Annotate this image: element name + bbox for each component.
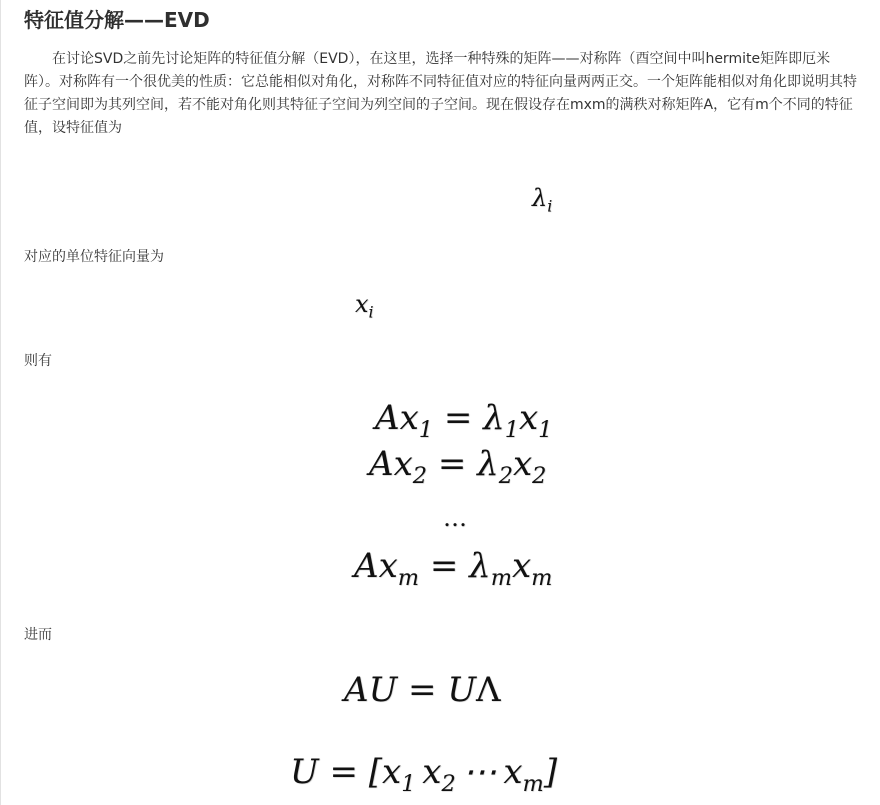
then-text: 则有	[24, 353, 52, 369]
matrix-equation: AU = UΛ	[344, 670, 501, 710]
ellipsis: …	[443, 504, 467, 532]
equation-1: $Ax_1 = \lambda_1x_1$	[375, 398, 553, 443]
u-definition: $U = [x_1$ $x_2$ ⋯ $x_m$]	[290, 752, 558, 797]
equation-m: $Ax_m = \lambda_mx_m$	[354, 546, 553, 591]
left-border	[0, 0, 1, 805]
eigenvalue-formula: $\lambda_i$	[532, 184, 553, 216]
intro-paragraph: 在讨论SVD之前先讨论矩阵的特征值分解（EVD），在这里，选择一种特殊的矩阵——对称阵（酉空间中叫hermite矩阵即厄米阵）。对称阵有一个很优美的性质：它总能相似对角化，对称阵不同特征值对应的特征向量两两正交。一个矩阵能相似对角化即说明其特征子空间即为其列空间，若不能对角化则其特征子空间为列空间的子空间。现在假设存在mxm的满秩对称矩阵A，它有m个不同的特征值，设特征值为	[24, 51, 857, 136]
equation-2: $Ax_2 = \lambda_2x_2$	[369, 444, 547, 489]
thus-text: 进而	[24, 627, 52, 643]
unit-eigenvector-text: 对应的单位特征向量为	[24, 249, 164, 265]
eigenvector-formula: $x_i$	[355, 290, 374, 322]
section-title: 特征值分解——EVD	[24, 8, 210, 32]
